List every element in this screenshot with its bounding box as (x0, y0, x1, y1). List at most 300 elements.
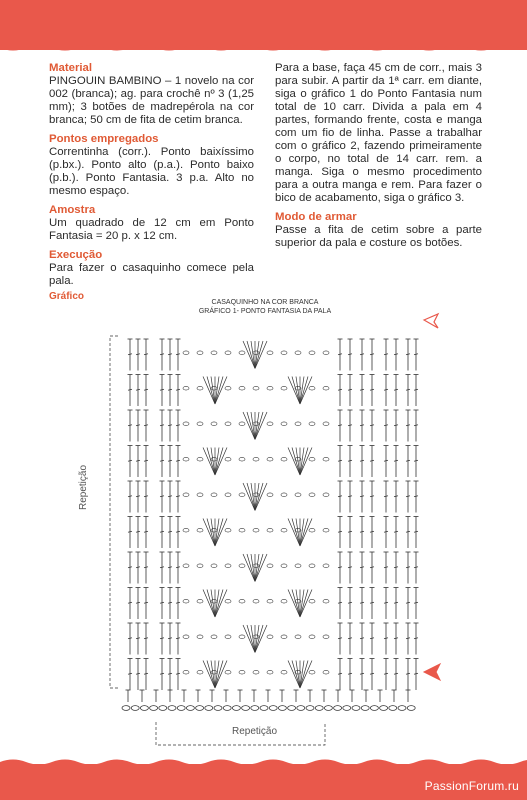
chain-stitch (389, 706, 397, 711)
stitch-bar (128, 389, 132, 390)
fan-stitch (247, 554, 255, 582)
row-chain (323, 599, 329, 603)
stitch-bar (406, 567, 410, 568)
stitch-bar (168, 425, 172, 426)
row-chain (309, 422, 315, 426)
row-chain (225, 564, 231, 568)
chain-stitch (196, 706, 204, 711)
stitch-bar (128, 496, 132, 497)
stitch-bar (370, 638, 374, 639)
row-chain (197, 670, 203, 674)
chain-stitch (122, 706, 130, 711)
stitch-bar (414, 531, 418, 532)
chain-stitch (159, 706, 167, 711)
stitch-bar (360, 460, 364, 461)
material-heading: Material (49, 62, 93, 74)
stitch-bar (384, 460, 388, 461)
row-chain (225, 386, 231, 390)
chain-stitch (370, 706, 378, 711)
stitch-bar (414, 460, 418, 461)
row-chain (295, 635, 301, 639)
stitch-bar (168, 638, 172, 639)
row-chain (281, 351, 287, 355)
row-chain (281, 564, 287, 568)
row-chain (211, 351, 217, 355)
row-chain (253, 493, 259, 497)
material-text: PINGOUIN BAMBINO – 1 novelo na cor 002 (branca); ag. para crochê nº 3 (1,25 mm); 3 botões de madrepérola na cor branca; 50 cm de fita de cetim branca. (49, 75, 254, 126)
row-chain (281, 599, 287, 603)
row-chain (267, 528, 273, 532)
stitch-bar (370, 460, 374, 461)
stitch-bar (160, 673, 164, 674)
stitch-bar (360, 425, 364, 426)
stitch-bar (338, 531, 342, 532)
stitch-bar (168, 496, 172, 497)
stitch-bar (394, 673, 398, 674)
row-chain (267, 599, 273, 603)
stitch-bar (160, 496, 164, 497)
stitch-bar (168, 389, 172, 390)
stitch-bar (370, 354, 374, 355)
stitch-bar (370, 531, 374, 532)
stitch-bar (414, 389, 418, 390)
stitch-bar (384, 354, 388, 355)
stitch-bar (176, 460, 180, 461)
row-chain (267, 457, 273, 461)
stitch-bar (176, 638, 180, 639)
row-chain (239, 457, 245, 461)
row-chain (323, 351, 329, 355)
row-chain (197, 386, 203, 390)
stitch-bar (144, 425, 148, 426)
stitch-bar (414, 567, 418, 568)
row-chain (225, 670, 231, 674)
row-chain (281, 422, 287, 426)
bottom-wave-edge (0, 758, 527, 766)
row-chain (211, 457, 217, 461)
stitch-bar (136, 389, 140, 390)
fan-stitch (215, 590, 223, 618)
stitch-bar (370, 425, 374, 426)
row-chain (211, 599, 217, 603)
stitch-bar (360, 638, 364, 639)
stitch-bar (176, 425, 180, 426)
stitch-bar (414, 673, 418, 674)
stitch-bar (348, 425, 352, 426)
row-chain (309, 457, 315, 461)
stitch-bar (144, 460, 148, 461)
row-chain (281, 528, 287, 532)
stitch-bar (136, 354, 140, 355)
fan-stitch (300, 377, 308, 405)
stitch-bar (136, 496, 140, 497)
row-chain (323, 528, 329, 532)
row-chain (211, 386, 217, 390)
chain-stitch (380, 706, 388, 711)
stitch-bar (394, 354, 398, 355)
stitch-bar (406, 638, 410, 639)
chain-stitch (205, 706, 213, 711)
stitch-bar (168, 567, 172, 568)
fan-stitch (247, 412, 255, 440)
stitch-bar (160, 389, 164, 390)
row-chain (323, 564, 329, 568)
row-chain (295, 564, 301, 568)
row-chain (281, 386, 287, 390)
repeat-label-vertical: Repetição (78, 464, 89, 510)
stitch-bar (406, 389, 410, 390)
stitch-bar (348, 602, 352, 603)
row-chain (309, 670, 315, 674)
row-chain (267, 386, 273, 390)
stitch-bar (128, 673, 132, 674)
row-chain (225, 351, 231, 355)
row-chain (225, 457, 231, 461)
stitch-bar (144, 567, 148, 568)
row-start-arrow-outline (424, 314, 438, 328)
chain-stitch (260, 706, 268, 711)
chain-stitch (343, 706, 351, 711)
execucao-heading: Execução (49, 249, 103, 261)
fan-stitch (247, 625, 255, 653)
row-chain (239, 386, 245, 390)
row-chain (239, 670, 245, 674)
fan-stitch (300, 590, 308, 618)
stitch-bar (136, 602, 140, 603)
stitch-bar (370, 496, 374, 497)
row-chain (197, 599, 203, 603)
stitch-bar (348, 354, 352, 355)
stitch-bar (360, 354, 364, 355)
row-chain (267, 422, 273, 426)
stitch-bar (144, 496, 148, 497)
chain-stitch (223, 706, 231, 711)
row-chain (323, 670, 329, 674)
amostra-heading: Amostra (49, 204, 96, 216)
stitch-bar (394, 638, 398, 639)
stitch-bar (160, 638, 164, 639)
chain-stitch (177, 706, 185, 711)
row-chain (225, 422, 231, 426)
row-chain (197, 635, 203, 639)
row-chain (281, 635, 287, 639)
stitch-bar (338, 673, 342, 674)
row-chain (197, 493, 203, 497)
row-chain (295, 422, 301, 426)
row-chain (183, 670, 189, 674)
stitch-bar (144, 389, 148, 390)
stitch-bar (160, 531, 164, 532)
stitch-bar (338, 460, 342, 461)
row-chain (211, 493, 217, 497)
row-chain (225, 493, 231, 497)
stitch-bar (144, 638, 148, 639)
stitch-bar (176, 673, 180, 674)
chain-stitch (214, 706, 222, 711)
row-chain (253, 457, 259, 461)
stitch-bar (176, 354, 180, 355)
fan-stitch (300, 448, 308, 476)
stitch-bar (394, 460, 398, 461)
stitch-bar (384, 638, 388, 639)
stitch-bar (338, 354, 342, 355)
modo-text: Passe a fita de cetim sobre a parte superior da pala e costure os botões. (275, 224, 482, 249)
row-chain (197, 457, 203, 461)
stitch-bar (394, 425, 398, 426)
row-chain (239, 422, 245, 426)
row-chain (281, 670, 287, 674)
stitch-bar (136, 567, 140, 568)
stitch-bar (160, 602, 164, 603)
row-chain (197, 422, 203, 426)
stitch-bar (348, 460, 352, 461)
stitch-bar (394, 496, 398, 497)
row-chain (309, 564, 315, 568)
row-chain (267, 564, 273, 568)
row-chain (183, 564, 189, 568)
row-chain (253, 422, 259, 426)
row-chain (267, 351, 273, 355)
stitch-bar (384, 425, 388, 426)
stitch-bar (136, 425, 140, 426)
fan-stitch (215, 448, 223, 476)
stitch-bar (406, 354, 410, 355)
row-chain (309, 528, 315, 532)
row-chain (225, 599, 231, 603)
stitch-bar (168, 460, 172, 461)
row-chain (211, 670, 217, 674)
modo-heading: Modo de armar (275, 211, 357, 223)
stitch-bar (168, 354, 172, 355)
stitch-bar (394, 567, 398, 568)
row-chain (211, 528, 217, 532)
stitch-bar (160, 354, 164, 355)
stitch-bar (144, 602, 148, 603)
row-chain (239, 635, 245, 639)
stitch-bar (384, 602, 388, 603)
row-chain (211, 422, 217, 426)
row-chain (197, 528, 203, 532)
row-chain (281, 493, 287, 497)
stitch-bar (338, 389, 342, 390)
row-chain (309, 386, 315, 390)
stitch-bar (168, 531, 172, 532)
stitch-bar (338, 638, 342, 639)
row-chain (253, 351, 259, 355)
chain-stitch (140, 706, 148, 711)
chain-stitch (306, 706, 314, 711)
stitch-bar (360, 567, 364, 568)
stitch-bar (348, 673, 352, 674)
chain-stitch (269, 706, 277, 711)
stitch-bar (384, 673, 388, 674)
row-chain (323, 457, 329, 461)
row-chain (253, 386, 259, 390)
row-chain (323, 635, 329, 639)
stitch-bar (338, 602, 342, 603)
stitch-bar (348, 567, 352, 568)
row-chain (253, 564, 259, 568)
stitch-bar (394, 531, 398, 532)
stitch-bar (128, 425, 132, 426)
fan-stitch (215, 377, 223, 405)
pontos-heading: Pontos empregados (49, 133, 159, 145)
row-chain (267, 635, 273, 639)
row-chain (239, 564, 245, 568)
stitch-bar (168, 673, 172, 674)
stitch-bar (406, 602, 410, 603)
chain-stitch (398, 706, 406, 711)
stitch-bar (136, 460, 140, 461)
chain-stitch (361, 706, 369, 711)
stitch-bar (136, 638, 140, 639)
instructions-text: Para a base, faça 45 cm de corr., mais 3 para subir. A partir da 1ª carr. em diante, siga o gráfico 1 do Ponto Fantasia num total de 10 carr. Divida a pala em 4 partes, formando frente, costa e manga com um fio de linha. Passe a trabalhar com o gráfico 2, fazendo primeiramente o corpo, no total de 14 carr. rem. a manga. Siga o mesmo procedimento para a outra manga e rem. Para fazer o bico de acabamento, siga o gráfico 3. (275, 62, 482, 204)
chart-title-line1: CASAQUINHO NA COR BRANCA (211, 299, 319, 306)
stitch-bar (384, 567, 388, 568)
stitch-bar (176, 602, 180, 603)
pontos-text: Correntinha (corr.). Ponto baixíssimo (p.bx.). Ponto alto (p.a.). Ponto baixo (p.b.). Ponto Fantasia. 3 p.a. Alto no mesmo espaço. (49, 146, 254, 197)
watermark: PassionForum.ru (424, 779, 519, 793)
chain-stitch (150, 706, 158, 711)
stitch-bar (370, 567, 374, 568)
row-chain (183, 386, 189, 390)
row-chain (295, 351, 301, 355)
fan-stitch (247, 341, 255, 369)
row-chain (183, 351, 189, 355)
row-chain (183, 493, 189, 497)
row-chain (211, 564, 217, 568)
row-chain (211, 635, 217, 639)
stitch-bar (128, 354, 132, 355)
row-chain (183, 599, 189, 603)
chain-stitch (288, 706, 296, 711)
row-chain (197, 351, 203, 355)
stitch-bar (128, 638, 132, 639)
stitch-bar (384, 496, 388, 497)
chart-title-line2: GRÁFICO 1- PONTO FANTASIA DA PALA (198, 308, 332, 315)
row-chain (239, 528, 245, 532)
row-chain (239, 599, 245, 603)
chain-stitch (334, 706, 342, 711)
chain-stitch (278, 706, 286, 711)
row-chain (323, 422, 329, 426)
stitch-bar (338, 567, 342, 568)
stitch-bar (406, 673, 410, 674)
stitch-bar (414, 425, 418, 426)
chain-stitch (232, 706, 240, 711)
stitch-bar (338, 496, 342, 497)
row-chain (309, 493, 315, 497)
chain-stitch (131, 706, 139, 711)
row-chain (253, 670, 259, 674)
stitch-bar (348, 496, 352, 497)
stitch-bar (384, 389, 388, 390)
row-chain (281, 457, 287, 461)
stitch-bar (360, 389, 364, 390)
repeat-label-horizontal: Repetição (232, 726, 278, 737)
stitch-bar (168, 602, 172, 603)
stitch-bar (160, 460, 164, 461)
stitch-bar (176, 496, 180, 497)
chain-stitch (324, 706, 332, 711)
row-chain (225, 528, 231, 532)
row-chain (267, 493, 273, 497)
stitch-bar (128, 460, 132, 461)
row-chain (309, 599, 315, 603)
row-chain (183, 457, 189, 461)
stitch-bar (144, 531, 148, 532)
stitch-bar (406, 531, 410, 532)
bottom-color-band (0, 764, 527, 800)
stitch-bar (360, 531, 364, 532)
stitch-bar (348, 531, 352, 532)
chain-stitch (315, 706, 323, 711)
row-chain (295, 493, 301, 497)
stitch-bar (414, 638, 418, 639)
stitch-bar (394, 602, 398, 603)
stitch-bar (384, 531, 388, 532)
row-chain (183, 635, 189, 639)
chain-stitch (242, 706, 250, 711)
chain-stitch (297, 706, 305, 711)
stitch-bar (348, 389, 352, 390)
row-chain (323, 386, 329, 390)
stitch-bar (360, 496, 364, 497)
stitch-bar (360, 673, 364, 674)
row-chain (239, 493, 245, 497)
stitch-bar (160, 567, 164, 568)
row-chain (309, 635, 315, 639)
row-chain (323, 493, 329, 497)
fan-stitch (215, 661, 223, 689)
row-chain (225, 635, 231, 639)
stitch-bar (144, 354, 148, 355)
stitch-bar (406, 496, 410, 497)
row-chain (183, 528, 189, 532)
row-chain (239, 351, 245, 355)
execucao-text: Para fazer o casaquinho comece pela pala. (49, 262, 254, 287)
stitch-bar (348, 638, 352, 639)
stitch-bar (144, 673, 148, 674)
stitch-bar (176, 567, 180, 568)
fan-stitch (247, 483, 255, 511)
row-chain (309, 351, 315, 355)
stitch-bar (414, 496, 418, 497)
chain-stitch (251, 706, 259, 711)
stitch-bar (406, 425, 410, 426)
chain-stitch (168, 706, 176, 711)
chain-stitch (186, 706, 194, 711)
fan-stitch (300, 661, 308, 689)
row-chain (267, 670, 273, 674)
fan-stitch (215, 519, 223, 547)
stitch-bar (370, 602, 374, 603)
row-chain (253, 528, 259, 532)
fan-stitch (300, 519, 308, 547)
row-chain (253, 635, 259, 639)
chain-stitch (352, 706, 360, 711)
stitch-bar (414, 602, 418, 603)
stitch-bar (136, 673, 140, 674)
stitch-bar (160, 425, 164, 426)
grafico-label: Gráfico (49, 291, 85, 302)
stitch-bar (128, 531, 132, 532)
amostra-text: Um quadrado de 12 cm em Ponto Fantasia = 20 p. x 12 cm. (49, 217, 254, 242)
stitch-bar (394, 389, 398, 390)
chain-stitch (407, 706, 415, 711)
stitch-bar (414, 354, 418, 355)
stitch-bar (338, 425, 342, 426)
